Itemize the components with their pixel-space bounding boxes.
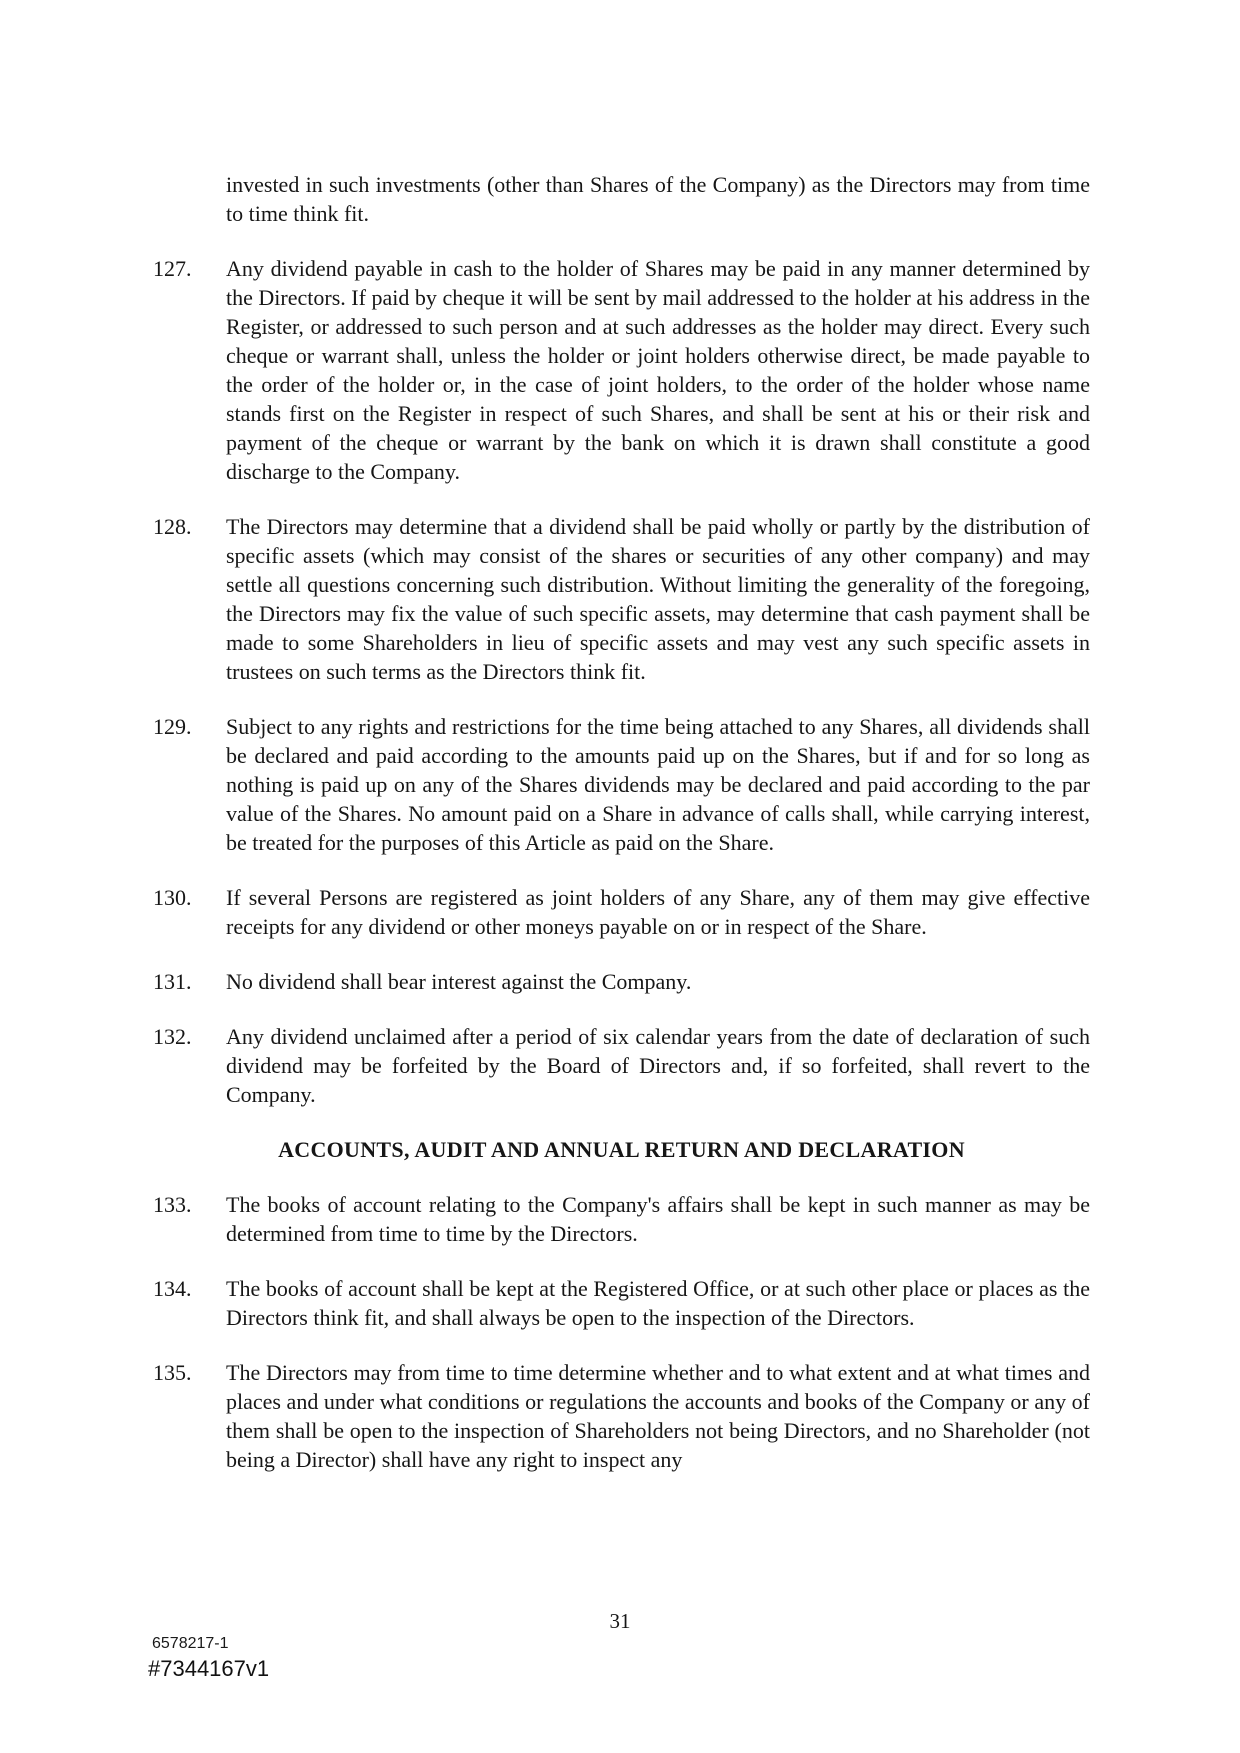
page-number: 31: [609, 1609, 631, 1633]
clause-number: 130.: [153, 885, 192, 910]
clause-text: No dividend shall bear interest against the Company.: [226, 969, 692, 994]
clause-number: 135.: [153, 1360, 192, 1385]
clause-135: [153, 1358, 1090, 1474]
clause-text: The books of account shall be kept at the Registered Office, or at such other place or places as the Directors think fit, and shall always be open to the inspection of the Directors.: [226, 1276, 1090, 1330]
paragraph-continuation: invested in such investments (other than Shares of the Company) as the Directors may from time to time think fit.: [226, 172, 1090, 226]
clause-number: 127.: [153, 256, 192, 281]
clause-text: Subject to any rights and restrictions for the time being attached to any Shares, all dividends shall be declared and paid according to the amounts paid up on the Shares, but if and for so long as nothing is paid up on any of the Shares dividends may be declared and paid according to the par value of the Shares. No amount paid on a Share in advance of calls shall, while carrying interest, be treated for the purposes of this Article as paid on the Share.: [226, 714, 1090, 855]
clause-number: 133.: [153, 1192, 192, 1217]
clause-number: 132.: [153, 1024, 192, 1049]
clause-text: The Directors may determine that a dividend shall be paid wholly or partly by the distribution of specific assets (which may consist of the shares or securities of any other company) and may settle all questions concerning such distribution. Without limiting the generality of the foregoing, the Directors may fix the value of such specific assets, may determine that cash payment shall be made to some Shareholders in lieu of specific assets and may vest any such specific assets in trustees on such terms as the Directors think fit.: [226, 514, 1090, 684]
footer-version-ref: #7344167v1: [148, 1656, 270, 1681]
clause-text: Any dividend unclaimed after a period of six calendar years from the date of declaration of such dividend may be forfeited by the Board of Directors and, if so forfeited, shall revert to the Company.: [226, 1024, 1090, 1107]
clause-129: [153, 712, 1090, 857]
clause-text: The books of account relating to the Company's affairs shall be kept in such manner as may be determined from time to time by the Directors.: [226, 1192, 1090, 1246]
clause-number: 134.: [153, 1276, 192, 1301]
clause-number: 128.: [153, 514, 192, 539]
footer-document-ref: 6578217-1: [152, 1635, 229, 1652]
clause-131: [153, 967, 1090, 996]
clause-128: [153, 512, 1090, 686]
clause-130: [153, 883, 1090, 941]
clause-127: [153, 254, 1090, 486]
clause-number: 131.: [153, 969, 192, 994]
clause-133: [153, 1190, 1090, 1248]
clause-text: The Directors may from time to time determine whether and to what extent and at what times and places and under what conditions or regulations the accounts and books of the Company or any of them shall be open to the inspection of Shareholders not being Directors, and no Shareholder (not being a Director) shall have any right to inspect any: [226, 1360, 1090, 1472]
clause-134: [153, 1274, 1090, 1332]
clause-text: Any dividend payable in cash to the holder of Shares may be paid in any manner determined by the Directors. If paid by cheque it will be sent by mail addressed to the holder at his address in the Register, or addressed to such person and at such addresses as the holder may direct. Every such cheque or warrant shall, unless the holder or joint holders otherwise direct, be made payable to the order of the holder or, in the case of joint holders, to the order of the holder whose name stands first on the Register in respect of such Shares, and shall be sent at his or their risk and payment of the cheque or warrant by the bank on which it is drawn shall constitute a good discharge to the Company.: [226, 256, 1090, 484]
clause-text: If several Persons are registered as joint holders of any Share, any of them may give effective receipts for any dividend or other moneys payable on or in respect of the Share.: [226, 885, 1090, 939]
section-heading-accounts-audit: ACCOUNTS, AUDIT AND ANNUAL RETURN AND DECLARATION: [278, 1137, 965, 1162]
clause-132: [153, 1022, 1090, 1109]
clause-number: 129.: [153, 714, 192, 739]
